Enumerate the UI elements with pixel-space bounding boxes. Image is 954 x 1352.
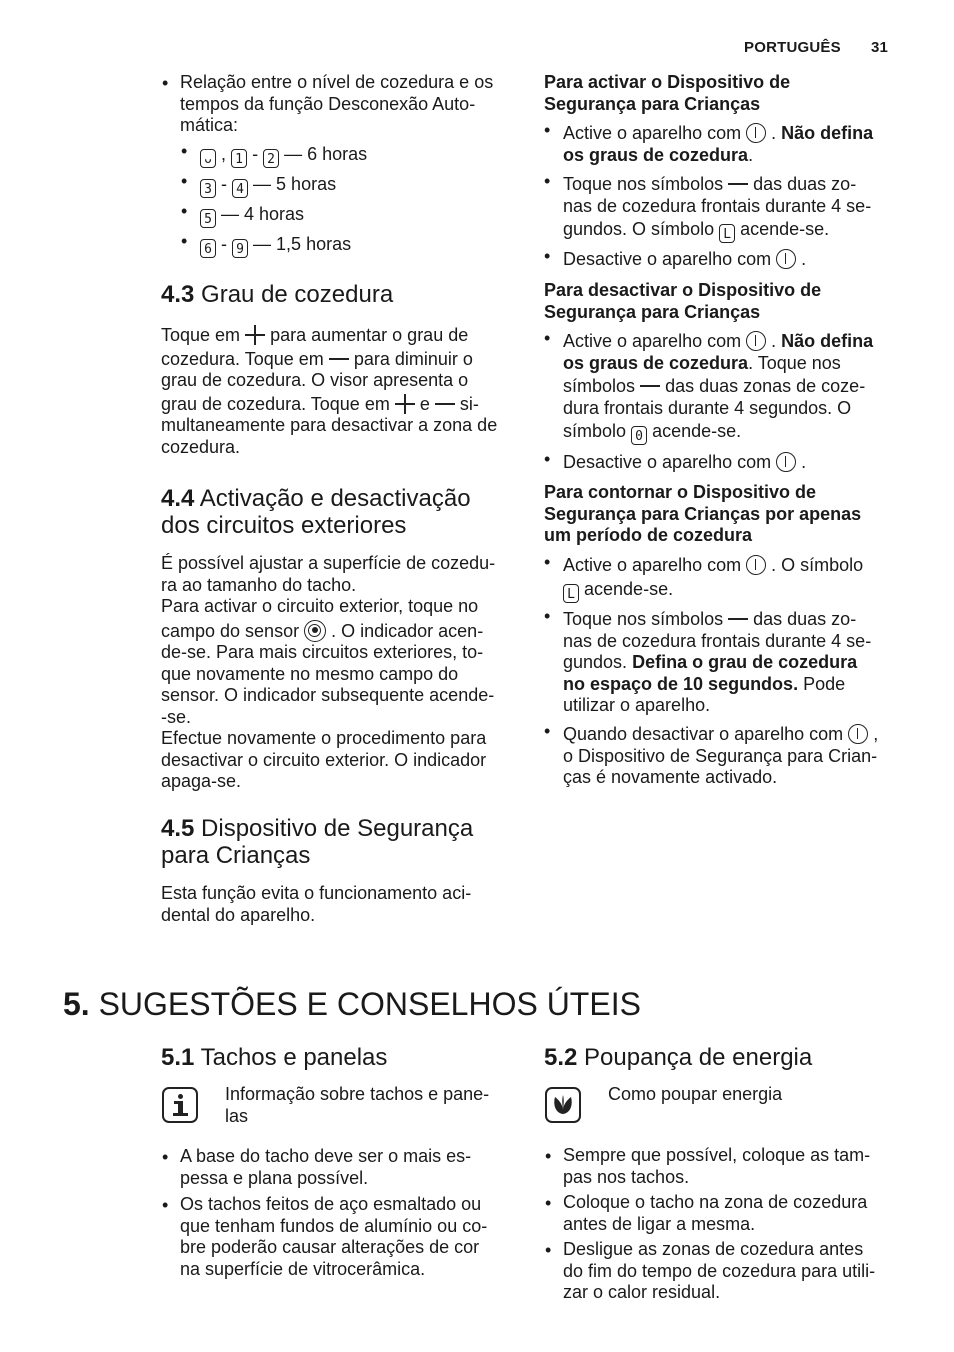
- text: bre poderão causar alterações de cor: [180, 1237, 480, 1257]
- power-icon: [776, 249, 796, 269]
- section-title: Poupança de energia: [584, 1044, 813, 1071]
- text: desactivar o circuito exterior. O indicador: [161, 749, 487, 770]
- bullet: •: [181, 171, 188, 191]
- text: grau de cozedura. O visor apresenta o: [161, 370, 469, 390]
- text: o Dispositivo de Segurança para Crian-: [563, 745, 878, 766]
- text: cozedura. Toque em: [161, 348, 324, 369]
- text: dura frontais durante 4 segundos. O: [563, 397, 852, 418]
- key-symbol: 9: [232, 239, 248, 258]
- text: símbolos: [563, 376, 636, 396]
- text: multaneamente para desactivar a zona de: [161, 415, 498, 435]
- bullet: •: [162, 1195, 169, 1215]
- text: nas de cozedura frontais durante 4 se-: [563, 630, 872, 651]
- text: gundos.: [563, 652, 628, 672]
- list-item: [180, 1194, 520, 1280]
- bullet: •: [545, 1146, 552, 1166]
- text: Active o aparelho com: [563, 123, 742, 143]
- deactivate-step-2: [563, 452, 908, 474]
- level-row-2: [200, 174, 336, 198]
- text: das duas zonas de coze-: [665, 376, 866, 396]
- key-symbol: ᴗ: [200, 149, 216, 168]
- level-text: — 6 horas: [284, 144, 368, 164]
- text: Não defina: [781, 331, 874, 351]
- bullet: •: [545, 1193, 552, 1213]
- text: Desactive o aparelho com: [563, 249, 772, 269]
- text: das duas zo-: [753, 609, 857, 629]
- chapter-title: SUGESTÕES E CONSELHOS ÚTEIS: [98, 986, 641, 1022]
- list-item: [563, 1192, 908, 1235]
- text: pas nos tachos.: [563, 1166, 690, 1187]
- section-4-5-heading: [161, 815, 473, 869]
- minus-icon: [728, 618, 748, 620]
- bullet: •: [162, 1147, 169, 1167]
- override-heading: [544, 482, 904, 547]
- text: para aumentar o grau de: [270, 325, 469, 345]
- text: ra ao tamanho do tacho.: [161, 574, 357, 595]
- text: Pode: [803, 673, 846, 694]
- override-step-1: [563, 555, 908, 603]
- key-symbol: 6: [200, 239, 216, 258]
- text: Os tachos feitos de aço esmaltado ou: [180, 1194, 482, 1214]
- zero-symbol: 0: [631, 426, 647, 445]
- text: .: [771, 331, 777, 351]
- power-icon: [776, 452, 796, 472]
- bullet: •: [162, 73, 169, 93]
- text: acende-se.: [584, 578, 674, 599]
- section-5-2-heading: [544, 1044, 812, 1071]
- deactivate-heading: [544, 280, 904, 323]
- text: Desactive o aparelho com: [563, 452, 772, 472]
- bullet: •: [544, 449, 551, 469]
- text: Toque em: [161, 325, 241, 345]
- section-4-4-heading: [161, 485, 471, 539]
- section-title: para Crianças: [161, 842, 311, 869]
- section-title: dos circuitos exteriores: [161, 512, 407, 539]
- text: si-: [459, 393, 479, 414]
- text: sensor. O indicador subsequente acende-: [161, 685, 495, 705]
- sep: ,: [221, 144, 227, 164]
- text: Sempre que possível, coloque as tam-: [563, 1145, 871, 1165]
- section-4-5-body: [161, 883, 521, 926]
- chapter-number: 5.: [63, 986, 90, 1022]
- key-symbol: 1: [231, 149, 247, 168]
- section-number: 4.5: [161, 815, 195, 842]
- section-4-3-body: [161, 325, 521, 458]
- level-row-1: [200, 144, 367, 168]
- key-symbol: 3: [200, 179, 216, 198]
- text: que novamente no mesmo campo do: [161, 663, 459, 684]
- section-title: Dispositivo de Segurança: [201, 815, 474, 842]
- text: das duas zo-: [753, 174, 857, 194]
- text: -se.: [161, 706, 192, 727]
- section-title: Grau de cozedura: [201, 281, 394, 308]
- activate-step-2: [563, 174, 908, 243]
- text: pessa e plana possível.: [180, 1167, 369, 1188]
- section-title: Activação e desactivação: [199, 485, 471, 512]
- section-number: 4.3: [161, 281, 195, 308]
- level-text: — 1,5 horas: [253, 234, 352, 254]
- bullet: •: [544, 552, 551, 572]
- text: Active o aparelho com: [563, 555, 742, 575]
- sensor-icon: [304, 620, 326, 642]
- info-note: [225, 1084, 525, 1127]
- text: . Toque nos: [748, 352, 841, 373]
- key-symbol: 5: [200, 209, 216, 228]
- text: símbolo: [563, 421, 627, 441]
- text: utilizar o aparelho.: [563, 695, 711, 715]
- key-symbol: 2: [263, 149, 279, 168]
- text: do fim do tempo de cozedura para utili-: [563, 1260, 876, 1281]
- section-4-3-heading: [161, 281, 393, 308]
- text: Toque nos símbolos: [563, 174, 724, 194]
- minus-icon: [728, 183, 748, 185]
- minus-icon: [329, 358, 349, 360]
- key-symbol: 4: [232, 179, 248, 198]
- text: na superfície de vitrocerâmica.: [180, 1258, 426, 1279]
- list-item: [563, 1239, 908, 1304]
- override-step-2: [563, 609, 908, 717]
- power-icon: [746, 123, 766, 143]
- minus-icon: [640, 385, 660, 387]
- text: Defina o grau de cozedura: [632, 652, 858, 672]
- lock-symbol: L: [719, 224, 735, 243]
- section-4-4-body: [161, 553, 521, 793]
- heading-line: Para contornar o Dispositivo de: [544, 482, 817, 502]
- text: . O símbolo: [771, 555, 864, 575]
- section-number: 5.1: [161, 1044, 195, 1071]
- sep: -: [252, 144, 259, 164]
- bullet: •: [544, 246, 551, 266]
- header-language: PORTUGUÊS: [744, 39, 841, 56]
- info-icon: [162, 1087, 198, 1123]
- bullet: •: [544, 171, 551, 191]
- text: acende-se.: [652, 421, 742, 441]
- plus-icon: [395, 394, 415, 414]
- text: Efectue novamente o procedimento para: [161, 728, 487, 748]
- text: antes de ligar a mesma.: [563, 1213, 756, 1234]
- text: Quando desactivar o aparelho com: [563, 724, 844, 744]
- text: .: [771, 123, 777, 143]
- sep: -: [221, 234, 228, 254]
- heading-line: um período de cozedura: [544, 525, 753, 545]
- power-icon: [848, 724, 868, 744]
- level-row-3: [200, 204, 304, 228]
- section-5-1-heading: [161, 1044, 387, 1071]
- text: Toque nos símbolos: [563, 609, 724, 629]
- text: A base do tacho deve ser o mais es-: [180, 1146, 472, 1166]
- text: dental do aparelho.: [161, 904, 316, 925]
- bullet: •: [181, 231, 188, 251]
- bullet: •: [544, 606, 551, 626]
- text: las: [225, 1105, 249, 1126]
- minus-icon: [435, 403, 455, 405]
- text: . O indicador acen-: [331, 620, 484, 641]
- text: campo do sensor: [161, 620, 300, 641]
- deactivate-step-1: [563, 331, 908, 445]
- eco-note: Como poupar energia: [608, 1084, 783, 1104]
- bullet: •: [544, 328, 551, 348]
- list-item: [563, 1145, 908, 1188]
- text: .: [801, 249, 807, 269]
- sep: -: [221, 174, 228, 194]
- intro-bullet-text: Relação entre o nível de cozedura e os tempos da função Desconexão Auto-mática:: [180, 72, 494, 135]
- plus-icon: [245, 325, 265, 345]
- power-icon: [746, 331, 766, 351]
- eco-leaf-icon: [545, 1087, 581, 1123]
- heading-line: Segurança para Crianças por apenas: [544, 503, 862, 524]
- activate-step-1: [563, 123, 908, 166]
- text: grau de cozedura. Toque em: [161, 393, 390, 414]
- text: ,: [873, 724, 879, 744]
- text: Active o aparelho com: [563, 331, 742, 351]
- text: para diminuir o: [353, 348, 473, 369]
- text: Desligue as zonas de cozedura antes: [563, 1239, 864, 1259]
- level-row-4: [200, 234, 351, 258]
- text: Para activar o circuito exterior, toque no: [161, 596, 479, 616]
- bullet: •: [181, 141, 188, 161]
- text: que tenham fundos de alumínio ou co-: [180, 1215, 488, 1236]
- page-number: 31: [871, 39, 889, 56]
- text: nas de cozedura frontais durante 4 se-: [563, 195, 872, 216]
- section-number: 5.2: [544, 1044, 578, 1071]
- override-step-3: [563, 724, 908, 789]
- text: É possível ajustar a superfície de cozedu-: [161, 553, 496, 573]
- text: Coloque o tacho na zona de cozedura: [563, 1192, 868, 1212]
- text: Não defina: [781, 123, 874, 143]
- section-title: Tachos e panelas: [200, 1044, 388, 1071]
- activate-step-3: [563, 249, 908, 271]
- text: de-se. Para mais circuitos exteriores, to-: [161, 642, 484, 662]
- activate-heading: [544, 72, 904, 115]
- section-number: 4.4: [161, 485, 195, 512]
- power-icon: [746, 555, 766, 575]
- level-text: — 5 horas: [253, 174, 337, 194]
- text: zar o calor residual.: [563, 1282, 721, 1302]
- level-text: — 4 horas: [221, 204, 305, 224]
- list-item: [180, 1146, 520, 1189]
- text: gundos. O símbolo: [563, 219, 715, 239]
- text: Informação sobre tachos e pane-: [225, 1084, 490, 1104]
- text: os graus de cozedura: [563, 352, 749, 373]
- text: os graus de cozedura: [563, 144, 749, 165]
- text: .: [748, 144, 754, 165]
- bullet: •: [545, 1240, 552, 1260]
- text: cozedura.: [161, 436, 241, 457]
- text: .: [801, 452, 807, 472]
- bullet: •: [544, 721, 551, 741]
- bullet: •: [181, 201, 188, 221]
- heading-line: Para desactivar o Dispositivo de: [544, 280, 822, 300]
- text: ças é novamente activado.: [563, 767, 778, 787]
- heading-line: Para activar o Dispositivo de: [544, 72, 791, 92]
- text: no espaço de 10 segundos.: [563, 673, 799, 694]
- lock-symbol: L: [563, 584, 579, 603]
- text: Esta função evita o funcionamento aci-: [161, 883, 472, 903]
- text: acende-se.: [740, 219, 830, 239]
- heading-line: Segurança para Crianças: [544, 301, 761, 322]
- chapter-5-heading: [63, 986, 641, 1022]
- heading-line: Segurança para Crianças: [544, 93, 761, 114]
- text: apaga-se.: [161, 771, 242, 791]
- text: e: [419, 393, 430, 414]
- bullet: •: [544, 120, 551, 140]
